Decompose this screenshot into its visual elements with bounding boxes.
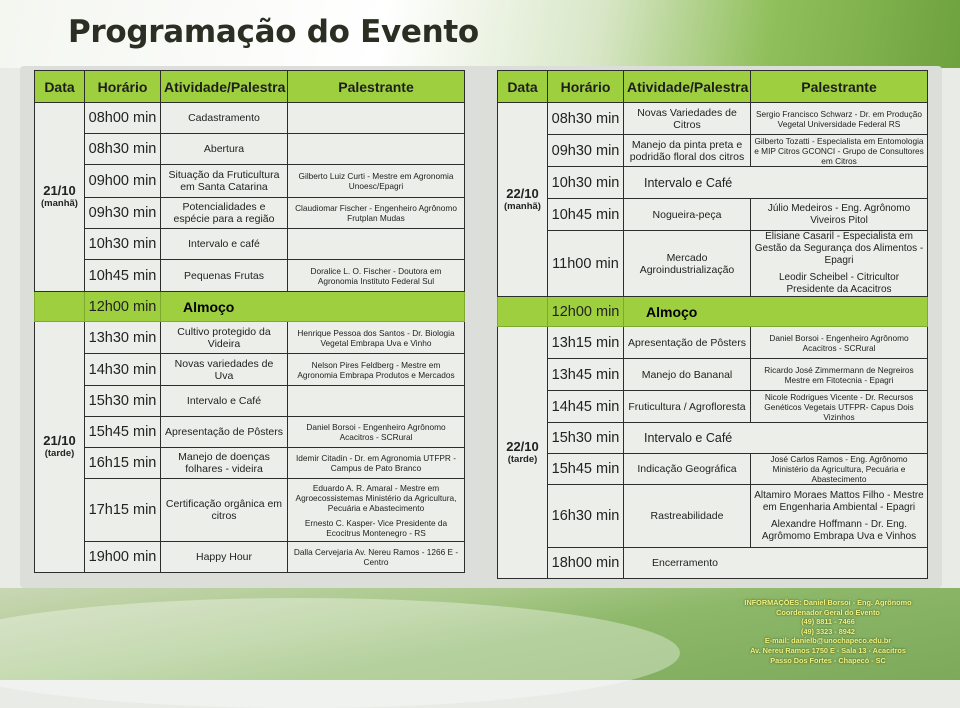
time-cell: 18h00 min xyxy=(548,548,624,579)
activity-cell: Cultivo protegido da Videira xyxy=(161,322,288,354)
speaker-name: Altamiro Moraes Mattos Filho - Mestre em Engenharia Ambiental - Epagri xyxy=(754,489,924,513)
time-cell: 13h45 min xyxy=(548,359,624,391)
activity-cell: Apresentação de Pôsters xyxy=(161,417,288,448)
contact-info xyxy=(708,598,948,665)
info-line: (49) 8811 - 7466 xyxy=(801,617,855,627)
column-header: Atividade/Palestra xyxy=(161,71,288,103)
speaker-cell xyxy=(288,322,465,354)
table-row xyxy=(498,135,928,167)
time-cell: 13h15 min xyxy=(548,327,624,359)
table-row xyxy=(35,229,465,260)
time-cell: 19h00 min xyxy=(85,542,161,573)
speaker-name: Dalla Cervejaria Av. Nereu Ramos - 1266 E - Centro xyxy=(293,547,459,567)
table-row xyxy=(35,479,465,542)
speaker-cell xyxy=(751,485,928,548)
table-row xyxy=(35,165,465,198)
time-cell: 14h30 min xyxy=(85,354,161,386)
table-row xyxy=(35,198,465,229)
day-period: (manhã) xyxy=(41,198,78,209)
table-row xyxy=(498,423,928,454)
activity-cell: Happy Hour xyxy=(161,542,288,573)
table-row xyxy=(498,391,928,423)
activity-cell: Novas Variedades de Citros xyxy=(624,103,751,135)
table-row xyxy=(498,485,928,548)
activity-cell: Potencialidades e espécie para a região xyxy=(161,198,288,229)
lunch-row xyxy=(35,292,465,322)
day-period: (tarde) xyxy=(44,448,75,459)
lunch-spacer xyxy=(35,292,85,322)
speaker-name: Daniel Borsoi - Engenheiro Agrônomo Acacitros - SCRural xyxy=(306,422,446,442)
activity-cell: Certificação orgânica em citros xyxy=(161,479,288,542)
activity-cell: Novas variedades de Uva xyxy=(161,354,288,386)
table-row xyxy=(35,448,465,479)
lunch-label: Almoço xyxy=(624,297,928,327)
speaker-cell xyxy=(288,165,465,198)
activity-cell: Cadastramento xyxy=(161,103,288,134)
speaker-name: Nicole Rodrigues Vicente - Dr. Recursos Genéticos Vegetais UTFPR- Capus Dois Vizinhos xyxy=(764,391,914,422)
column-header: Palestrante xyxy=(288,71,465,103)
day-cell xyxy=(498,327,548,579)
schedule-table-day1 xyxy=(34,70,465,573)
activity-cell: Indicação Geográfica xyxy=(624,454,751,485)
time-cell: 10h45 min xyxy=(548,199,624,231)
speaker-cell xyxy=(288,260,465,292)
speaker-name: Gilberto Luiz Curti - Mestre em Agronomia Unoesc/Epagri xyxy=(298,171,454,191)
time-cell: 08h30 min xyxy=(548,103,624,135)
time-cell: 09h30 min xyxy=(548,135,624,167)
day-period: (manhã) xyxy=(504,200,541,212)
speaker-cell xyxy=(751,454,928,485)
time-cell: 13h30 min xyxy=(85,322,161,354)
day-date: 21/10 xyxy=(43,183,76,198)
speaker-cell xyxy=(751,391,928,423)
speaker-name: Ernesto C. Kasper- Vice Presidente da Ecocitrus Montenegro - RS xyxy=(304,517,448,538)
time-cell: 15h45 min xyxy=(548,454,624,485)
activity-cell: Abertura xyxy=(161,134,288,165)
speaker-cell xyxy=(288,134,465,165)
info-line: E-mail: danielb@unochapeco.edu.br xyxy=(764,636,892,646)
activity-cell: Rastreabilidade xyxy=(624,485,751,548)
table-row xyxy=(498,454,928,485)
table-row xyxy=(498,327,928,359)
speaker-name: Elisiane Casaril - Especialista em Gestão da Segurança dos Alimentos - Epagri xyxy=(754,231,924,266)
speaker-cell xyxy=(751,135,928,167)
speaker-name: Júlio Medeiros - Eng. Agrônomo Viveiros Pitol xyxy=(767,202,911,226)
speaker-cell xyxy=(288,103,465,134)
speaker-name: José Carlos Ramos - Eng. Agrônomo Ministério da Agricultura, Pecuária e Abastecimento xyxy=(770,454,908,484)
speaker-name: Gilberto Tozatti - Especialista em Entomologia e MIP Citros GCONCI - Grupo de Consultores em Citros xyxy=(754,135,924,166)
time-cell: 11h00 min xyxy=(548,231,624,297)
time-cell: 16h15 min xyxy=(85,448,161,479)
speaker-cell xyxy=(751,327,928,359)
table-row xyxy=(35,542,465,573)
table-row xyxy=(35,386,465,417)
table-row xyxy=(35,417,465,448)
lunch-spacer xyxy=(498,297,548,327)
column-header: Palestrante xyxy=(751,71,928,103)
lunch-time: 12h00 min xyxy=(548,297,624,327)
time-cell: 17h15 min xyxy=(85,479,161,542)
info-line: Coordenador Geral do Evento xyxy=(776,607,880,617)
speaker-cell xyxy=(288,198,465,229)
day-date: 22/10 xyxy=(506,185,539,201)
info-line: (49) 3323 - 8942 xyxy=(801,626,855,636)
table-row xyxy=(498,103,928,135)
page-title: Programação do Evento xyxy=(68,14,479,50)
column-header: Data xyxy=(498,71,548,103)
day-date: 21/10 xyxy=(43,433,76,448)
speaker-name: Ricardo José Zimmermann de Negreiros Mestre em Fitotecnia - Epagri xyxy=(764,364,914,385)
time-cell: 15h30 min xyxy=(548,423,624,454)
time-cell: 14h45 min xyxy=(548,391,624,423)
activity-cell: Pequenas Frutas xyxy=(161,260,288,292)
speaker-name: Eduardo A. R. Amaral - Mestre em Agroecossistemas Ministério da Agricultura, Pecuária e Abastecimento xyxy=(295,482,457,513)
lunch-row xyxy=(498,297,928,327)
table-row xyxy=(35,354,465,386)
speaker-name: Henrique Pessoa dos Santos - Dr. Biologia Vegetal Embrapa Uva e Vinho xyxy=(297,327,455,348)
activity-cell: Situação da Fruticultura em Santa Catarina xyxy=(161,165,288,198)
time-cell: 09h30 min xyxy=(85,198,161,229)
table-row xyxy=(498,548,928,579)
time-cell: 09h00 min xyxy=(85,165,161,198)
activity-cell: Encerramento xyxy=(624,548,928,579)
day-cell xyxy=(35,103,85,292)
activity-cell: Intervalo e café xyxy=(161,229,288,260)
speaker-cell xyxy=(751,359,928,391)
speaker-cell xyxy=(288,386,465,417)
speaker-cell xyxy=(288,448,465,479)
speaker-cell xyxy=(288,229,465,260)
speaker-cell xyxy=(751,103,928,135)
speaker-name: Idemir Citadin - Dr. em Agronomia UTFPR - Campus de Pato Branco xyxy=(296,453,456,473)
table-row xyxy=(498,359,928,391)
speaker-cell xyxy=(288,542,465,573)
speaker-cell xyxy=(288,479,465,542)
speaker-name: Daniel Borsoi - Engenheiro Agrônomo Acacitros - SCRural xyxy=(769,332,909,353)
info-line: INFORMAÇÕES: Daniel Borsoi - Eng. Agrônomo xyxy=(744,598,912,607)
table-row xyxy=(35,322,465,354)
speaker-name: Nelson Pires Feldberg - Mestre em Agronomia Embrapa Produtos e Mercados xyxy=(297,359,455,380)
column-header: Horário xyxy=(548,71,624,103)
activity-cell: Fruticultura / Agrofloresta xyxy=(624,391,751,423)
activity-cell: Intervalo e Café xyxy=(161,386,288,417)
time-cell: 10h45 min xyxy=(85,260,161,292)
activity-cell: Intervalo e Café xyxy=(624,167,928,199)
activity-cell: Apresentação de Pôsters xyxy=(624,327,751,359)
day-cell xyxy=(35,322,85,573)
column-header: Atividade/Palestra xyxy=(624,71,751,103)
time-cell: 15h45 min xyxy=(85,417,161,448)
table-row xyxy=(498,231,928,297)
speaker-cell xyxy=(288,354,465,386)
speaker-name: Leodir Scheibel - Citricultor Presidente da Acacitros xyxy=(778,272,900,295)
table-row xyxy=(35,134,465,165)
activity-cell: Manejo do Bananal xyxy=(624,359,751,391)
speaker-name: Doralice L. O. Fischer - Doutora em Agronomia Instituto Federal Sul xyxy=(310,265,442,286)
time-cell: 10h30 min xyxy=(85,229,161,260)
activity-cell: Mercado Agroindustrialização xyxy=(624,231,751,297)
table-row xyxy=(35,260,465,292)
time-cell: 16h30 min xyxy=(548,485,624,548)
activity-cell: Manejo da pinta preta e podridão floral dos citros xyxy=(624,135,751,167)
table-row xyxy=(35,103,465,134)
time-cell: 10h30 min xyxy=(548,167,624,199)
table-row xyxy=(498,167,928,199)
speaker-cell xyxy=(288,417,465,448)
activity-cell: Manejo de doenças folhares - videira xyxy=(161,448,288,479)
speaker-name: Claudiomar Fischer - Engenheiro Agrônomo Frutplan Mudas xyxy=(295,203,457,223)
column-header: Horário xyxy=(85,71,161,103)
time-cell: 15h30 min xyxy=(85,386,161,417)
speaker-cell xyxy=(751,231,928,297)
day-cell xyxy=(498,103,548,297)
activity-cell: Intervalo e Café xyxy=(624,423,928,454)
activity-cell: Nogueira-peça xyxy=(624,199,751,231)
day-period: (tarde) xyxy=(507,453,538,465)
lunch-time: 12h00 min xyxy=(85,292,161,322)
speaker-name: Alexandre Hoffmann - Dr. Eng. Agrômomo Embrapa Uva e Vinhos xyxy=(761,518,917,542)
time-cell: 08h30 min xyxy=(85,134,161,165)
table-row xyxy=(498,199,928,231)
speaker-cell xyxy=(751,199,928,231)
speaker-name: Sergio Francisco Schwarz - Dr. em Produção Vegetal Universidade Federal RS xyxy=(756,108,922,129)
info-line: Av. Nereu Ramos 1750 E - Sala 13 - Acacitros xyxy=(750,645,906,655)
schedule-table-day2 xyxy=(497,70,928,579)
info-line: Passo Dos Fortes - Chapecó - SC xyxy=(770,655,886,665)
time-cell: 08h00 min xyxy=(85,103,161,134)
day-date: 22/10 xyxy=(506,438,539,454)
column-header: Data xyxy=(35,71,85,103)
lunch-label: Almoço xyxy=(161,292,465,322)
